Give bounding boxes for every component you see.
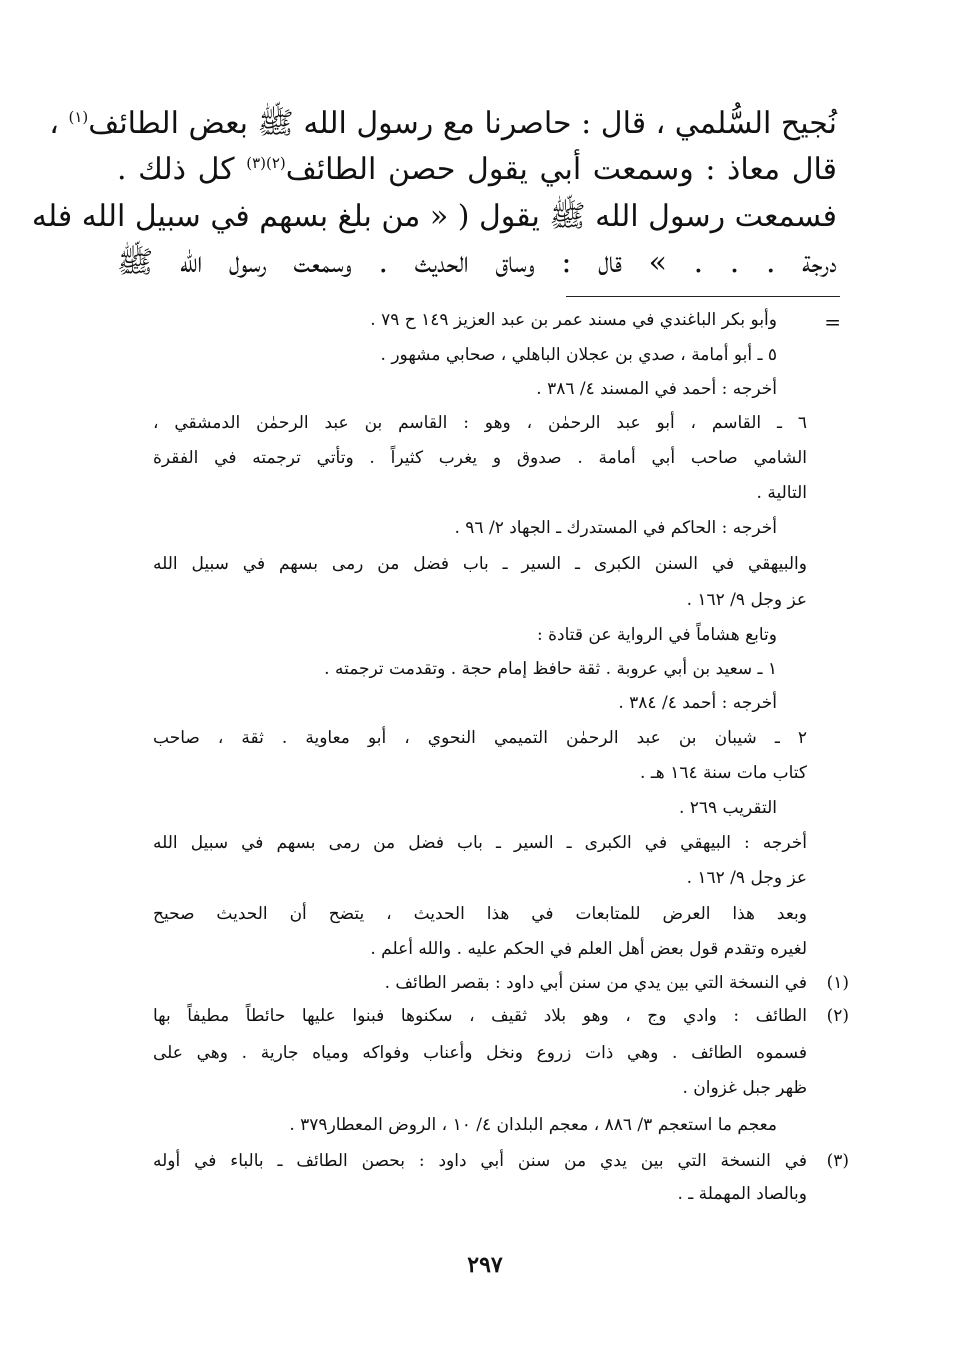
endnote-marker-1: (١): [826, 973, 849, 993]
footnote-line: ٦ ـ القاسم ، أبو عبد الرحمٰن ، وهو : القاسم بن عبد الرحمٰن الدمشقي ،: [153, 413, 807, 433]
endnote-2-line-2: فسموه الطائف . وهي ذات زروع ونخل وأعناب وفواكه ومياه جارية . وهي على: [153, 1043, 807, 1063]
endnote-marker-3: (٣): [826, 1151, 849, 1171]
main-text-segment: قال معاذ : وسمعت أبي يقول حصن الطائف: [285, 152, 837, 187]
footnote-line: أخرجه : الحاكم في المستدرك ـ الجهاد ٢/ ٩٦ .: [454, 518, 777, 538]
endnote-2-line-4: معجم ما استعجم ٣/ ٨٨٦ ، معجم البلدان ٤/ ١٠ ، الروض المعطار٣٧٩ .: [289, 1115, 777, 1135]
endnote-marker-2: (٢): [826, 1006, 849, 1026]
footnote-line: أخرجه : أحمد ٤/ ٣٨٤ .: [618, 693, 777, 713]
footnote-separator: [566, 296, 840, 297]
continuation-mark: =: [824, 310, 841, 334]
footnote-line: وأبو بكر الباغندي في مسند عمر بن عبد العزيز ١٤٩ ح ٧٩ .: [370, 310, 777, 330]
footnote-line: ١ ـ سعيد بن أبي عروبة . ثقة حافظ إمام حجة . وتقدمت ترجمته .: [324, 659, 777, 679]
footnote-line: أخرجه : أحمد في المسند ٤/ ٣٨٦ .: [536, 379, 777, 399]
main-text-line-3: فسمعت رسول الله ﷺ يقول ( « من بلغ بسهم في سبيل الله فله: [31, 199, 837, 234]
main-text-segment: كل ذلك .: [117, 152, 247, 187]
footnote-line: ٢ ـ شيبان بن عبد الرحمٰن التميمي النحوي ، أبو معاوية . ثقة ، صاحب: [153, 728, 807, 748]
footnote-line: وتابع هشاماً في الرواية عن قتادة :: [536, 625, 777, 645]
endnote-3-line-2: وبالصاد المهملة ـ .: [677, 1184, 807, 1204]
footnote-line: التقريب ٢٦٩ .: [678, 798, 777, 818]
footnote-line: أخرجه : البيهقي في الكبرى ـ السير ـ باب فضل من رمى بسهم في سبيل الله: [153, 833, 807, 853]
footnote-line: لغيره وتقدم قول بعض أهل العلم في الحكم عليه . والله أعلم .: [370, 939, 807, 959]
footnote-line: ٥ ـ أبو أمامة ، صدي بن عجلان الباهلي ، صحابي مشهور .: [380, 345, 777, 365]
main-text-segment: ،: [49, 106, 69, 141]
endnote-1: في النسخة التي بين يدي من سنن أبي داود : بقصر الطائف .: [384, 973, 807, 993]
footnote-ref-2-3[interactable]: (٢)(٣): [246, 154, 286, 172]
endnote-2-line-1: الطائف : وادي وج ، وهو بلاد ثقيف ، سكنوها فبنوا عليها حائطاً مطيفاً بها: [153, 1006, 807, 1026]
footnote-line: والبيهقي في السنن الكبرى ـ السير ـ باب فضل من رمى بسهم في سبيل الله: [153, 554, 807, 574]
footnote-line: كتاب مات سنة ١٦٤ هـ .: [640, 763, 807, 783]
footnote-line: الشامي صاحب أبي أمامة . صدوق و يغرب كثيراً . وتأتي ترجمته في الفقرة: [153, 448, 807, 468]
footnote-line: عز وجل ٩/ ١٦٢ .: [686, 590, 807, 610]
page-number: ٢٩٧: [467, 1252, 503, 1278]
main-text-line-2: [117, 150, 837, 190]
endnote-3-line-1: في النسخة التي بين يدي من سنن أبي داود : بحصن الطائف ـ بالباء في أوله: [153, 1151, 807, 1171]
footnote-ref-1[interactable]: (١): [68, 108, 89, 126]
footnote-line: عز وجل ٩/ ١٦٢ .: [686, 868, 807, 888]
main-text-line-1: [49, 104, 837, 144]
footnote-line: التالية .: [756, 483, 807, 503]
footnote-line: وبعد هذا العرض للمتابعات في هذا الحديث ، يتضح أن الحديث صحيح: [153, 904, 807, 924]
endnote-2-line-3: ظهر جبل غزوان .: [682, 1078, 807, 1098]
main-text-segment: نُجيح السُّلمي ، قال : حاصرنا مع رسول الله ﷺ بعض الطائف: [88, 106, 837, 141]
main-text-line-4: درجة . . . » قال : وساق الحديث . وسمعت رسول الله ﷺ: [117, 245, 837, 280]
